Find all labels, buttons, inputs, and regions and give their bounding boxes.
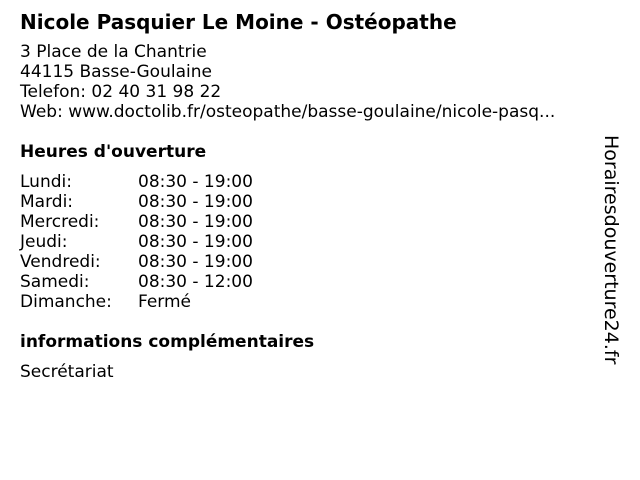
- hours-time: Fermé: [138, 292, 192, 312]
- hours-day: Lundi:: [20, 172, 72, 192]
- address-block: [20, 42, 600, 122]
- hours-day: Vendredi:: [20, 252, 101, 272]
- hours-time: 08:30 - 19:00: [138, 192, 253, 212]
- hours-time: 08:30 - 19:00: [138, 252, 253, 272]
- hours-time: 08:30 - 12:00: [138, 272, 253, 292]
- hours-row: [20, 292, 600, 312]
- hours-day: Jeudi:: [20, 232, 68, 252]
- business-title: Nicole Pasquier Le Moine - Ostéopathe: [20, 10, 457, 34]
- info-item: Secrétariat: [20, 362, 114, 382]
- hours-time: 08:30 - 19:00: [138, 212, 253, 232]
- hours-row: [20, 252, 600, 272]
- hours-row: [20, 232, 600, 252]
- hours-row: [20, 172, 600, 192]
- hours-day: Dimanche:: [20, 292, 112, 312]
- info-heading: informations complémentaires: [20, 332, 315, 352]
- web-link[interactable]: Web: www.doctolib.fr/osteopathe/basse-goulaine/nicole-pasq...: [20, 102, 556, 122]
- hours-row: [20, 212, 600, 232]
- hours-day: Mardi:: [20, 192, 74, 212]
- hours-time: 08:30 - 19:00: [138, 232, 253, 252]
- hours-time: 08:30 - 19:00: [138, 172, 253, 192]
- hours-row: [20, 272, 600, 292]
- hours-day: Samedi:: [20, 272, 90, 292]
- business-card: [20, 10, 600, 382]
- hours-row: [20, 192, 600, 212]
- phone-line[interactable]: Telefon: 02 40 31 98 22: [20, 82, 222, 102]
- hours-table: [20, 172, 600, 312]
- site-watermark: Horairesdouverture24.fr: [600, 135, 622, 365]
- hours-day: Mercredi:: [20, 212, 100, 232]
- hours-heading: Heures d'ouverture: [20, 142, 207, 162]
- address-city: 44115 Basse-Goulaine: [20, 62, 212, 82]
- address-street: 3 Place de la Chantrie: [20, 42, 207, 62]
